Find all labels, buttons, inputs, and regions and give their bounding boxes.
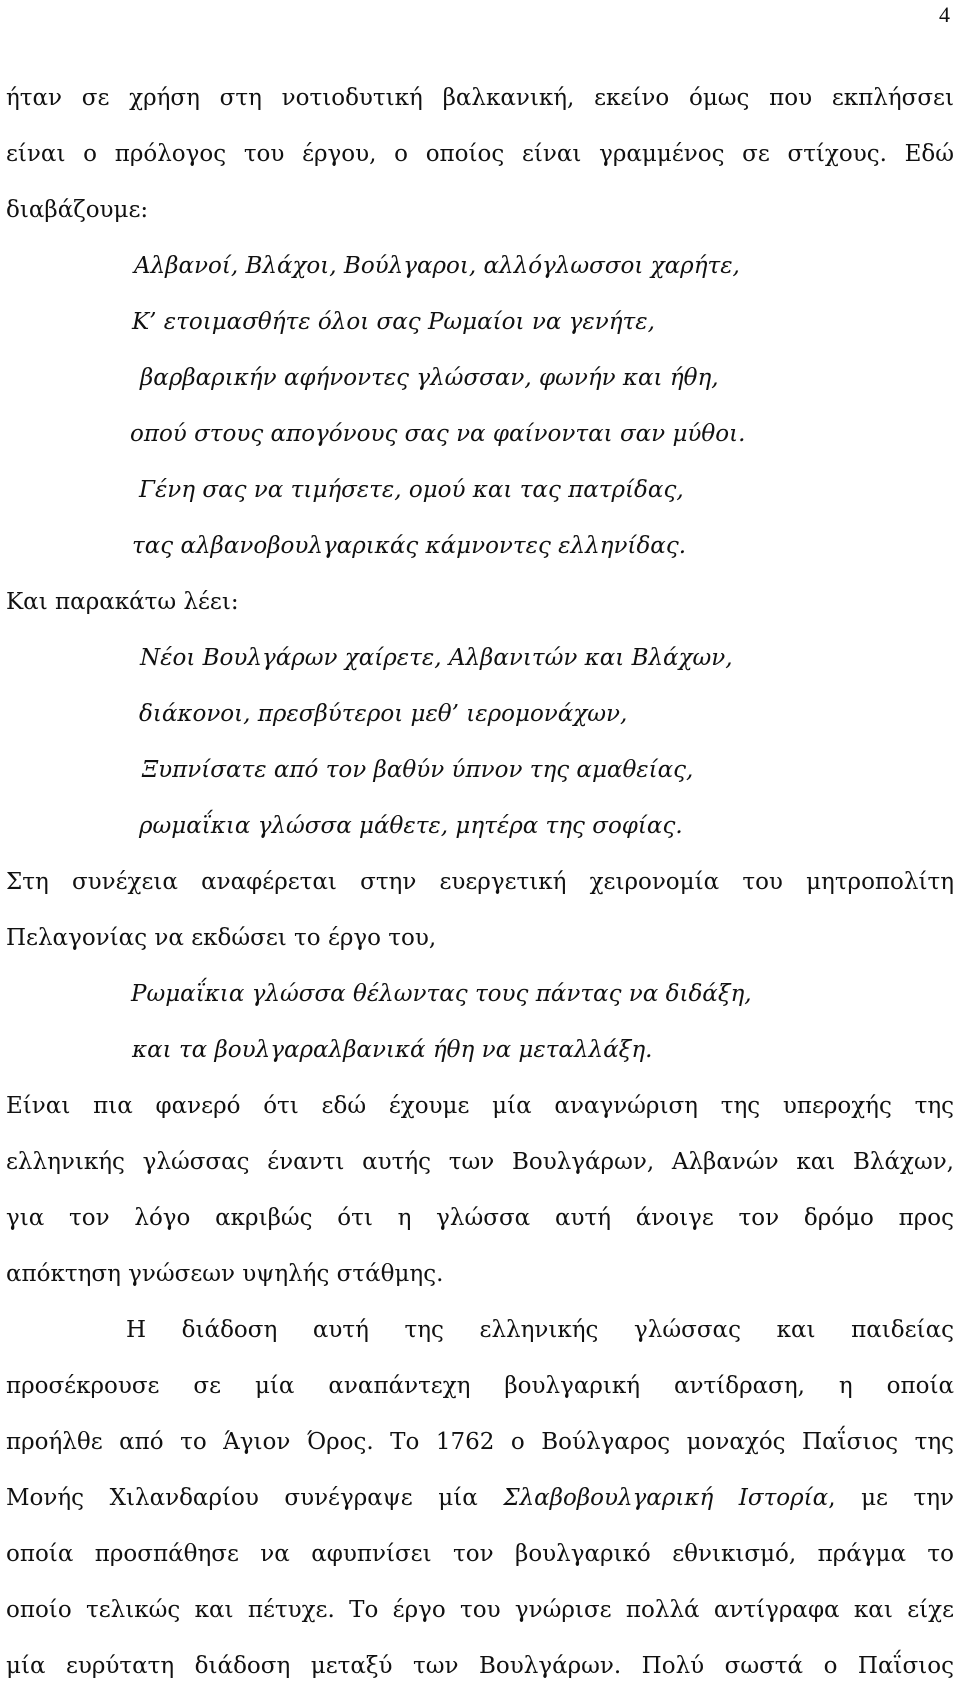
- verse-line: Ξυπνίσατε από τον βαθύν ύπνον της αμαθείας,: [142, 757, 694, 783]
- paragraph-line: Και παρακάτω λέει:: [6, 589, 239, 615]
- verse-line: και τα βουλγαραλβανικά ήθη να μεταλλάξη.: [132, 1037, 653, 1063]
- verse-line: Αλβανοί, Βλάχοι, Βούλγαροι, αλλόγλωσσοι χαρήτε,: [134, 253, 740, 279]
- verse-line: οπού στους απογόνους σας να φαίνονται σαν μύθοι.: [130, 421, 746, 447]
- verse-line: Ρωμαΐκια γλώσσα θέλωντας τους πάντας να διδάξη,: [131, 981, 752, 1007]
- line-text: , με την: [828, 1485, 954, 1511]
- paragraph-line: προήλθε από το Άγιον Όρος. Το 1762 ο Βούλγαρος μοναχός Παΐσιος της: [6, 1429, 954, 1455]
- page-number: 4: [939, 2, 950, 27]
- paragraph-line: Είναι πια φανερό ότι εδώ έχουμε μία αναγνώριση της υπεροχής της: [6, 1093, 954, 1119]
- paragraph-line: για τον λόγο ακριβώς ότι η γλώσσα αυτή άνοιγε τον δρόμο προς: [6, 1205, 954, 1231]
- verse-line: διάκονοι, πρεσβύτεροι μεθ’ ιερομονάχων,: [139, 701, 628, 727]
- paragraph-line: Η διάδοση αυτή της ελληνικής γλώσσας και παιδείας: [126, 1317, 954, 1343]
- paragraph-line: διαβάζουμε:: [6, 197, 149, 223]
- line-text: Μονής Χιλανδαρίου συνέγραψε μία: [6, 1485, 504, 1511]
- paragraph-line: ήταν σε χρήση στη νοτιοδυτική βαλκανική, εκείνο όμως που εκπλήσσει: [6, 85, 954, 111]
- verse-line: τας αλβανοβουλγαρικάς κάμνοντες ελληνίδας.: [132, 533, 687, 559]
- verse-line: Κ’ ετοιμασθήτε όλοι σας Ρωμαίοι να γενήτε,: [132, 309, 655, 335]
- verse-line: ρωμαΐκια γλώσσα μάθετε, μητέρα της σοφίας.: [139, 813, 683, 839]
- paragraph-line: ελληνικής γλώσσας έναντι αυτής των Βουλγάρων, Αλβανών και Βλάχων,: [6, 1149, 954, 1175]
- paragraph-line: Στη συνέχεια αναφέρεται στην ευεργετική χειρονομία του μητροπολίτη: [6, 869, 954, 895]
- paragraph-line: είναι ο πρόλογος του έργου, ο οποίος είναι γραμμένος σε στίχους. Εδώ: [6, 141, 954, 167]
- paragraph-line: [6, 1470, 954, 1526]
- paragraph-line: μία ευρύτατη διάδοση μεταξύ των Βουλγάρων. Πολύ σωστά ο Παΐσιος: [6, 1653, 954, 1679]
- paragraph-line: οποία προσπάθησε να αφυπνίσει τον βουλγαρικό εθνικισμό, πράγμα το: [6, 1541, 954, 1567]
- verse-line: Γένη σας να τιμήσετε, ομού και τας πατρίδας,: [139, 477, 684, 503]
- verse-line: Νέοι Βουλγάρων χαίρετε, Αλβανιτών και Βλάχων,: [140, 645, 733, 671]
- paragraph-line: οποίο τελικώς και πέτυχε. Το έργο του γνώρισε πολλά αντίγραφα και είχε: [6, 1597, 954, 1623]
- paragraph-line: Πελαγονίας να εκδώσει το έργο του,: [6, 925, 437, 951]
- book-title: Σλαβοβουλγαρική Ιστορία: [503, 1485, 829, 1511]
- verse-line: βαρβαρικήν αφήνοντες γλώσσαν, φωνήν και ήθη,: [140, 365, 719, 391]
- paragraph-line: απόκτηση γνώσεων υψηλής στάθμης.: [6, 1261, 444, 1287]
- paragraph-line: προσέκρουσε σε μία αναπάντεχη βουλγαρική αντίδραση, η οποία: [6, 1373, 954, 1399]
- document-body: [6, 70, 954, 1694]
